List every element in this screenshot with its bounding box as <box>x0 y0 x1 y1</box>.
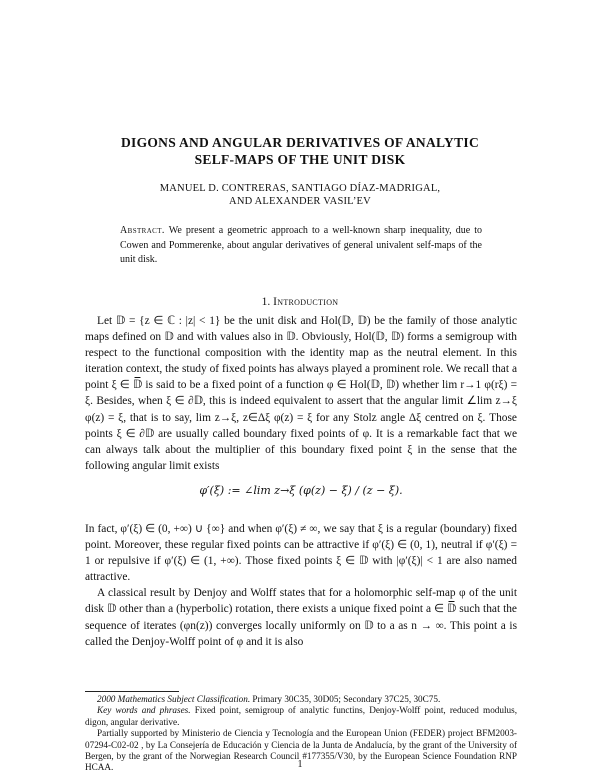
page-number: 1 <box>297 759 303 770</box>
title-line-2: SELF-MAPS OF THE UNIT DISK <box>194 152 406 167</box>
keywords-label: Key words and phrases. <box>97 705 191 716</box>
body-text <box>85 313 517 650</box>
paragraph-3: A classical result by Denjoy and Wolff states that for a holomorphic self-map φ of the unit disk 𝔻 other than a (hyperbolic) rotation, there exists a unique fixed point a ∈ 𝔻̅ such that the sequence of iterates (φn(z)) converges locally uniformly on 𝔻 to a as n → ∞. This point a is called the Denjoy-Wolff point of φ and it is also <box>85 587 517 648</box>
section-heading <box>60 296 540 308</box>
paper-title <box>60 134 540 168</box>
footnote-divider <box>85 691 179 692</box>
display-equation <box>85 483 517 513</box>
footnote-msc <box>85 694 517 705</box>
title-line-1: DIGONS AND ANGULAR DERIVATIVES OF ANALYTIC <box>120 135 480 150</box>
authors-line-1: MANUEL D. CONTRERAS, SANTIAGO DÍAZ-MADRIGAL, <box>159 183 441 194</box>
abstract <box>120 224 482 268</box>
paragraph-2: In fact, φ′(ξ) ∈ (0, +∞) ∪ {∞} and when φ′(ξ) ≠ ∞, we say that ξ is a regular (boundary) fixed point. Moreover, these regular fixed points can be attractive if φ′(ξ) ∈ (0, 1), neutral if φ′(ξ) = 1 or repulsive if φ′(ξ) ∈ (1, +∞). Those fixed points ξ ∈ 𝔻 with |φ′(ξ)| < 1 are also named attractive. <box>85 522 517 584</box>
section-title: Introduction <box>273 296 339 308</box>
keywords-text: Fixed point, semigroup of analytic functins, Denjoy-Wolff point, reduced modulus, digon, angular derivative. <box>85 705 518 727</box>
abstract-text: We present a geometric approach to a well-known sharp inequality, due to Cowen and Pommerenke, about angular derivatives of general univalent self-maps of the unit disk. <box>120 225 482 265</box>
equation-text: φ′(ξ) := ∠lim z→ξ (φ(z) − ξ) / (z − ξ). <box>199 483 403 497</box>
paragraph-1: Let 𝔻 = {z ∈ ℂ : |z| < 1} be the unit disk and Hol(𝔻, 𝔻) be the family of those analytic maps defined on 𝔻 and with values also in 𝔻. Obviously, Hol(𝔻, 𝔻) forms a semigroup with respect to the functional composition with the identity map as the neutral element. In this iteration context, the study of fixed points has always played a prominent role. We recall that a point ξ ∈ 𝔻̅ is said to be a fixed point of a function φ ∈ Hol(𝔻, 𝔻) whether lim r→1 φ(rξ) = ξ. Besides, when ξ ∈ ∂𝔻, this is indeed equivalent to assert that the angular limit ∠lim z→ξ φ(z) = ξ, that is to say, lim z→ξ, z∈Δξ φ(z) = ξ for any Stolz angle Δξ centred on ξ. Those points ξ ∈ ∂𝔻 are usually called boundary fixed points of φ. It is a remarkable fact that we can always talk about the multiplier of this boundary fixed point ξ in the sense that the following angular limit exists <box>85 315 517 472</box>
msc-text: Primary 30C35, 30D05; Secondary 37C25, 30C75. <box>252 694 441 704</box>
author-list <box>60 182 540 208</box>
section-number: 1. <box>261 296 271 308</box>
authors-line-2: AND ALEXANDER VASIL’EV <box>229 196 371 207</box>
footnote-keywords <box>85 705 517 728</box>
abstract-label: Abstract. <box>120 225 165 236</box>
msc-label: 2000 Mathematics Subject Classification. <box>97 694 251 704</box>
footnote-support: Partially supported by Ministerio de Ciencia y Tecnología and the European Union (FEDER) project BFM2003-07294-C02-02 , by La Consejería de Educación y Ciencia de la Junta de Andalucía, by the grant of the University of Bergen, by the grant of the Norwegian Research Council #177355/V30, by the European Science Foundation RNP HCAA. <box>85 728 517 773</box>
